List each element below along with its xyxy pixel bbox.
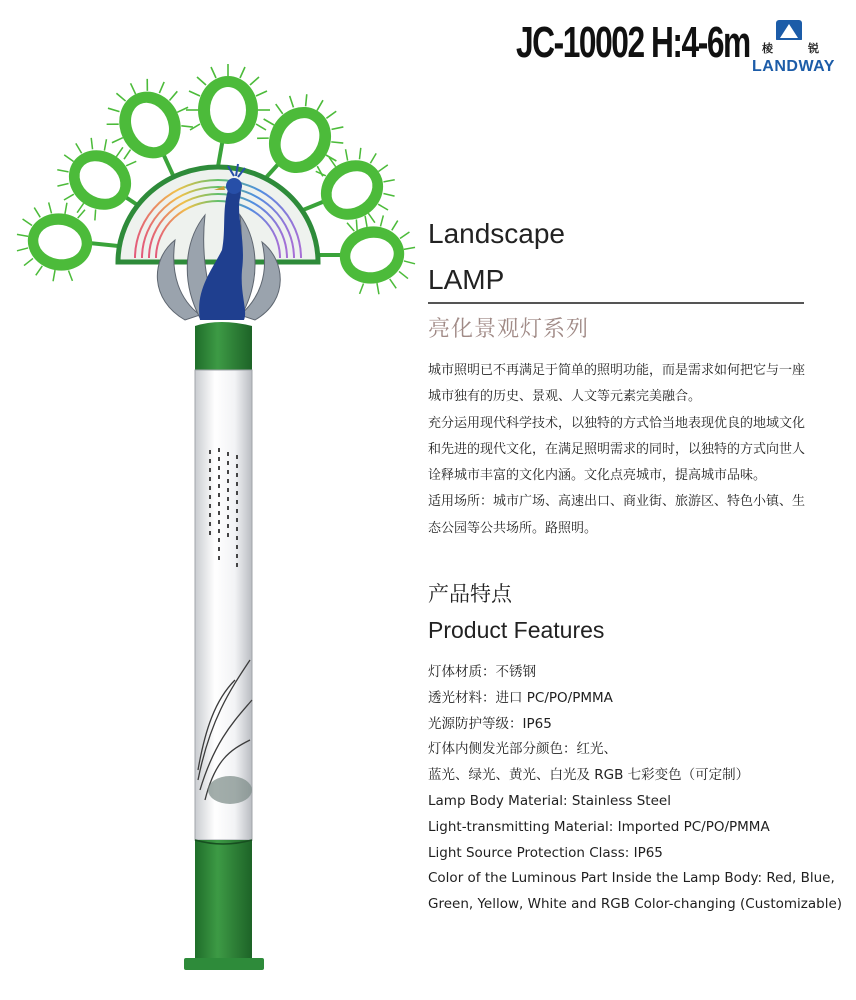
features-title-cn: 产品特点 [428,582,512,606]
feature-item: Light-transmitting Material: Imported PC/PO/PMMA [428,818,770,835]
logo-cn-left: 棱 [762,42,773,55]
features-list [428,660,848,918]
features-title-en: Product Features [428,617,605,643]
feature-item: 灯体材质：不锈钢 [428,664,536,680]
feature-item: 透光材料：进口 PC/PO/PMMA [428,689,613,706]
feature-item: 灯体内侧发光部分颜色：红光、 [428,741,617,758]
feature-item: Lamp Body Material: Stainless Steel [428,792,671,809]
feature-item: 光源防护等级：IP65 [428,715,552,732]
logo-cn-right: 锐 [808,42,819,55]
intro-paragraph: 城市照明已不再满足于简单的照明功能，而是需求如何把它与一座城市独有的历史、景观、人文等元素完美融合。 [428,363,806,405]
feature-item: Light Source Protection Class: IP65 [428,844,663,861]
feature-item: 蓝光、绿光、黄光、白光及 RGB 七彩变色（可定制） [428,767,750,784]
logo-wordmark: LANDWAY [752,58,835,75]
series-subtitle: 亮化景观灯系列 [428,317,590,342]
intro-paragraph: 适用场所：城市广场、高速出口、商业街、旅游区、特色小镇、生态公园等公共场所。路照明。 [428,494,806,536]
intro-text [428,358,813,542]
intro-paragraph: 充分运用现代科学技术，以独特的方式恰当地表现优良的地域文化和先进的现代文化，在满足照明需求的同时，以独特的方式向世人诠释城市丰富的文化内涵。文化点亮城市，提高城市品味。 [428,415,806,484]
title-line-1: Landscape [428,218,566,249]
model-title: JC-10002 H:4-6m [516,18,750,67]
peacock-lamp-illustration [0,60,430,980]
title-divider [428,302,804,304]
title-line-2: LAMP [428,264,505,295]
feature-item: Color of the Luminous Part Inside the Lamp Body: Red, Blue, Green, Yellow, White and RGB Color-changing (Customizable) [428,870,843,913]
landway-logo [752,18,844,78]
